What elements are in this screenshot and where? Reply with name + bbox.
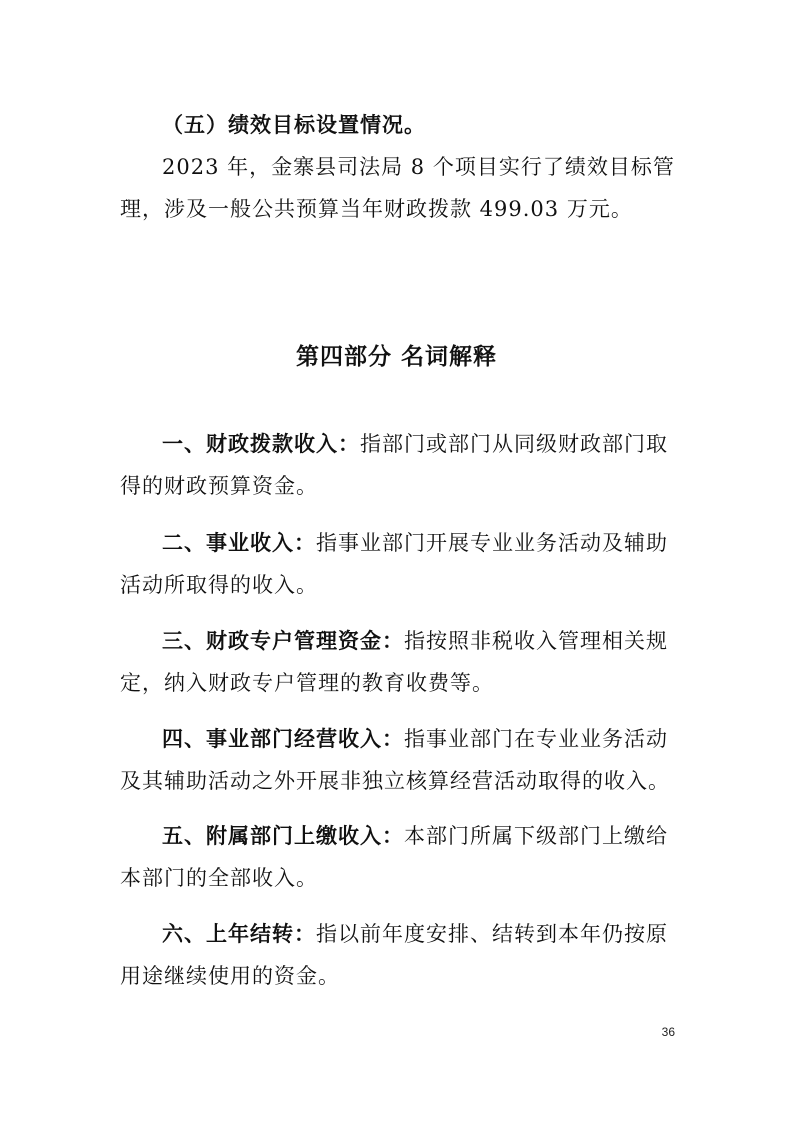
definition-term: 一、财政拨款收入： [162,432,360,456]
performance-heading: （五）绩效目标设置情况。 [162,113,426,137]
section-title: 第四部分 名词解释 [295,344,497,370]
definition-term: 六、上年结转： [162,922,316,946]
definition-item [120,423,680,507]
definition-item [120,815,680,899]
performance-paragraph: 2023 年，金寨县司法局 8 个项目实行了绩效目标管理，涉及一般公共预算当年财政拨款 499.03 万元。 [120,155,675,221]
definition-term: 二、事业收入： [162,531,316,555]
page-number: 36 [661,1025,675,1039]
definition-text: 指事业部门开展专业业务活动及辅助活动所取得的收入。 [120,531,668,597]
definition-item [120,620,680,704]
definition-term: 四、事业部门经营收入： [162,727,404,751]
definition-text: 指以前年度安排、结转到本年仍按原用途继续使用的资金。 [120,922,668,988]
definition-text: 本部门所属下级部门上缴给本部门的全部收入。 [120,824,668,890]
definition-term: 三、财政专户管理资金： [162,629,404,653]
definition-text: 指部门或部门从同级财政部门取得的财政预算资金。 [120,432,668,498]
definition-text: 指事业部门在专业业务活动及其辅助活动之外开展非独立核算经营活动取得的收入。 [120,727,670,793]
definition-item [120,522,680,606]
definition-item [120,913,680,997]
definition-item [120,718,680,802]
definition-term: 五、附属部门上缴收入： [162,824,404,848]
definition-text: 指按照非税收入管理相关规定，纳入财政专户管理的教育收费等。 [120,629,668,695]
